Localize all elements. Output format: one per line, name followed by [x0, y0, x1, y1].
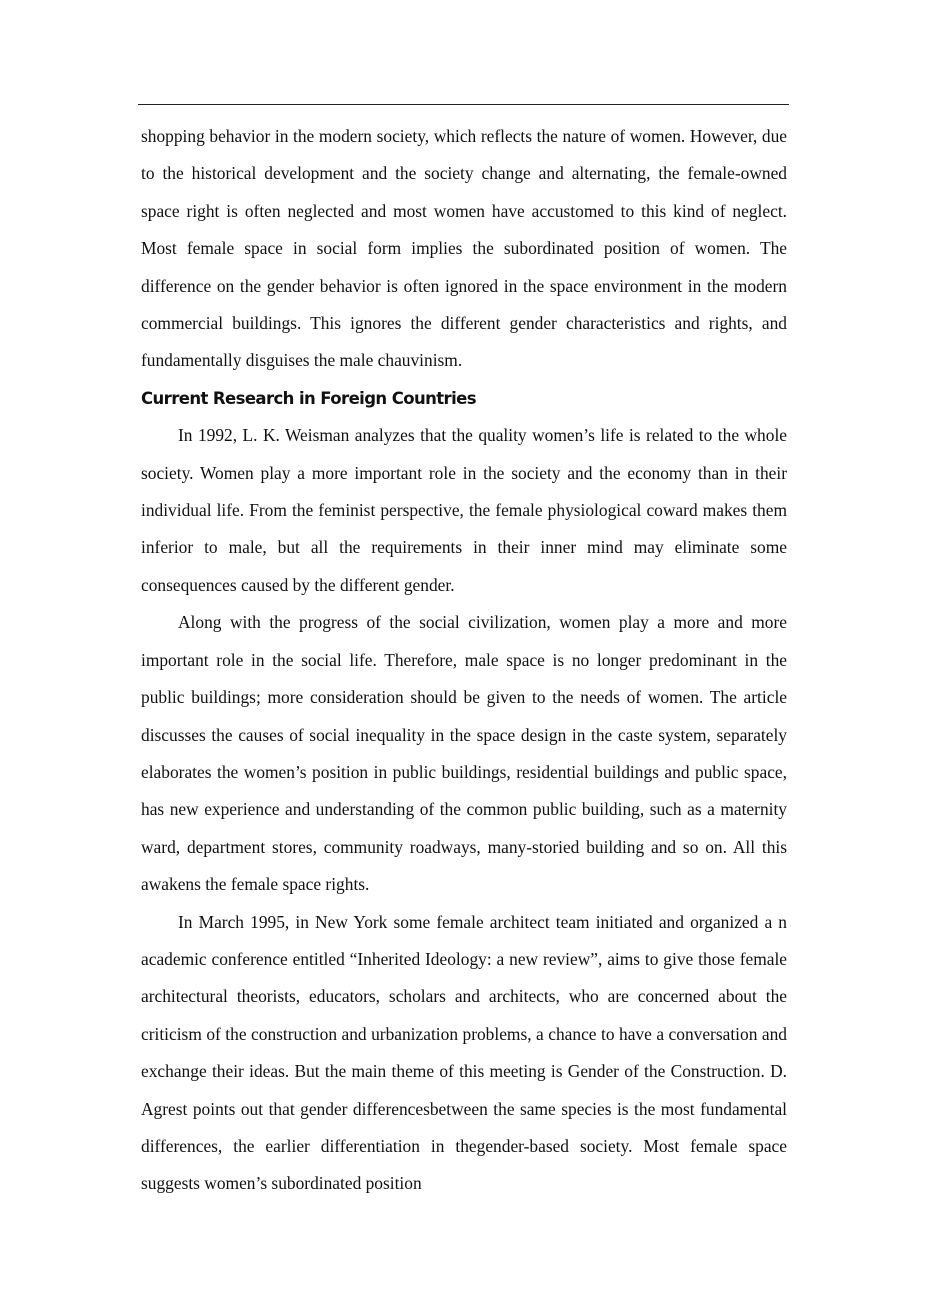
header-rule: [138, 104, 789, 105]
paragraph-conference-1995: In March 1995, in New York some female architect team initiated and organized a n academic conference entitled “Inherited Ideology: a new review”, aims to give those female architectural theorists, educators, scholars and architects, who are concerned about the criticism of the construction and urbanization problems, a chance to have a conversation and exchange their ideas. But the main theme of this meeting is Gender of the Construction. D. Agrest points out that gender differencesbetween the same species is the most fundamental differences, the earlier differentiation in thegender-based society. Most female space suggests women’s subordinated position: [141, 911, 787, 1194]
continued-paragraph: shopping behavior in the modern society, which reflects the nature of women. However, due to the historical development and the society change and alternating, the female-owned space right is often neglected and most women have accustomed to this kind of neglect. Most female space in social form implies the subordinated position of women. The difference on the gender behavior is often ignored in the space environment in the modern commercial buildings. This ignores the different gender characteristics and rights, and fundamentally disguises the male chauvinism.: [141, 126, 787, 371]
section-heading: Current Research in Foreign Countries: [141, 388, 476, 408]
body-text: [141, 118, 787, 1203]
paragraph-social-civilization: Along with the progress of the social civilization, women play a more and more important role in the social life. Therefore, male space is no longer predominant in the public buildings; more consideration should be given to the needs of women. The article discusses the causes of social inequality in the space design in the caste system, separately elaborates the women’s position in public buildings, residential buildings and public space, has new experience and understanding of the common public building, such as a maternity ward, department stores, community roadways, many-storied building and so on. All this awakens the female space rights.: [141, 612, 787, 895]
paragraph-weisman: In 1992, L. K. Weisman analyzes that the quality women’s life is related to the whole society. Women play a more important role in the society and the economy than in their individual life. From the feminist perspective, the female physiological coward makes them inferior to male, but all the requirements in their inner mind may eliminate some consequences caused by the different gender.: [141, 425, 787, 595]
